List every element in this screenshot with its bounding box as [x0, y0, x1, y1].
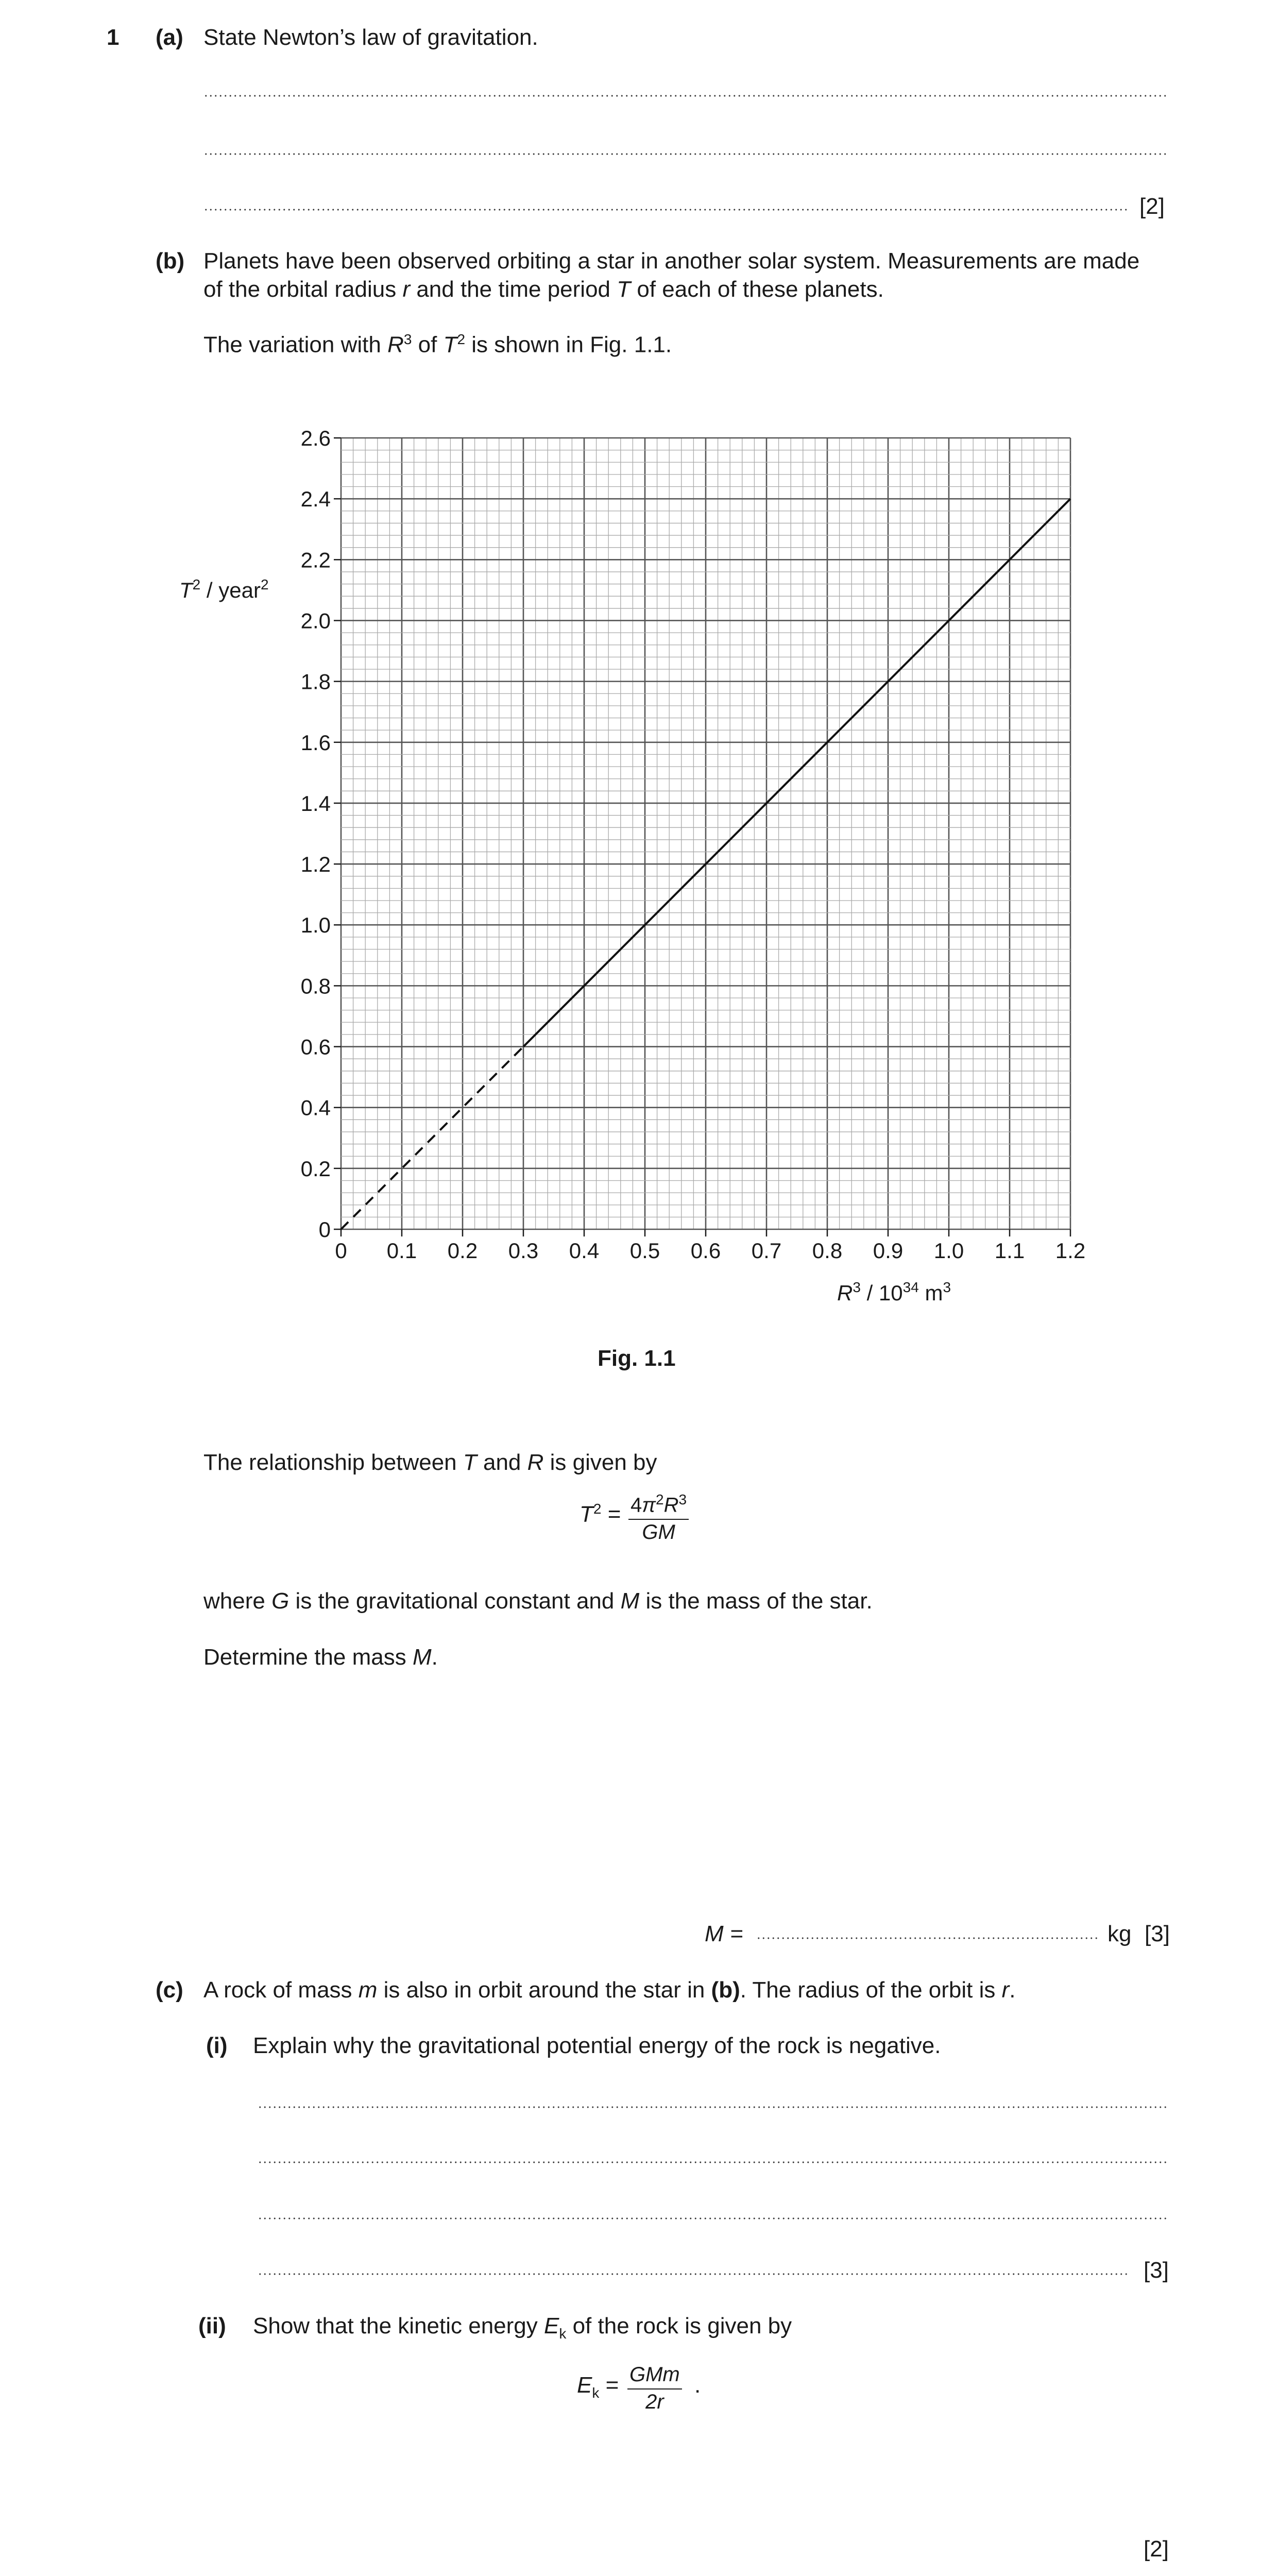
y-tick-label: 2.0 [300, 608, 331, 633]
part-a-label: (a) [156, 25, 183, 50]
y-tick-label: 1.4 [300, 791, 331, 816]
formula-lhs: $T^2$ = [580, 1501, 621, 1527]
figure-caption: Fig. 1.1 [598, 1346, 676, 1371]
ek-formula-period: . [694, 2372, 701, 2398]
relationship-text: The relationship between T and R is given by [203, 1450, 657, 1475]
y-tick-label: 1.8 [300, 669, 331, 694]
x-tick-label: 0.4 [569, 1239, 600, 1263]
ek-formula-numerator: GMm [629, 2363, 680, 2386]
x-tick-label: 0.8 [812, 1239, 843, 1263]
answer-m-unit: kg [1107, 1921, 1132, 1946]
answer-line[interactable] [258, 2106, 1167, 2108]
y-tick-label: 0.2 [300, 1156, 331, 1181]
answer-line[interactable] [258, 2217, 1167, 2219]
answer-line[interactable] [258, 2273, 1128, 2275]
part-c-i-mark: [3] [1144, 2258, 1169, 2283]
best-fit-line [523, 499, 1070, 1046]
x-tick-label: 0.5 [629, 1239, 660, 1263]
formula-numerator: $4\pi^2R^3$ [631, 1492, 687, 1517]
part-b-variation-text: The variation with $R^3$ of $T^2$ is shown in Fig. 1.1. [203, 331, 672, 358]
y-tick-label: 0 [318, 1217, 331, 1242]
part-a-mark: [2] [1139, 194, 1165, 219]
part-c-i-label: (i) [206, 2033, 228, 2058]
part-c-ii-mark: [2] [1144, 2536, 1169, 2562]
x-tick-label: 0.6 [690, 1239, 721, 1263]
y-tick-label: 2.4 [300, 487, 331, 512]
y-tick-label: 1.2 [300, 852, 331, 877]
x-tick-label: 1.1 [994, 1239, 1025, 1263]
y-axis-label: $T^2$ / year$^2$ [179, 577, 269, 602]
answer-m-label: M = [705, 1921, 743, 1946]
x-tick-label: 0 [335, 1239, 347, 1263]
question-number: 1 [107, 25, 120, 50]
determine-text: Determine the mass M. [203, 1645, 438, 1670]
x-tick-label: 0.9 [873, 1239, 904, 1263]
part-b-line-2: of the orbital radius r and the time period T of each of these planets. [203, 277, 884, 302]
x-tick-label: 0.3 [508, 1239, 539, 1263]
x-tick-label: 0.2 [447, 1239, 478, 1263]
x-tick-label: 0.7 [751, 1239, 782, 1263]
part-c-text: A rock of mass m is also in orbit around the star in (b). The radius of the orbit is r. [203, 1977, 1016, 2003]
y-tick-label: 2.6 [300, 426, 331, 450]
part-c-label: (c) [156, 1977, 183, 2003]
y-tick-label: 1.0 [300, 913, 331, 938]
part-b-mark: [3] [1145, 1921, 1170, 1946]
x-tick-label: 0.1 [386, 1239, 417, 1263]
x-axis-label: $R^3 / 10^{34}$ $m^3$ [837, 1279, 951, 1305]
part-b-label: (b) [156, 248, 185, 274]
x-tick-label: 1.2 [1055, 1239, 1086, 1263]
part-c-ii-question: Show that the kinetic energy $E_k$ of the rock is given by [253, 2313, 792, 2342]
part-a-question: State Newton’s law of gravitation. [203, 25, 538, 50]
extrapolated-line-dashed [341, 1047, 523, 1229]
formula-fraction [628, 1492, 689, 1544]
answer-m-field[interactable] [756, 1937, 1097, 1939]
y-tick-label: 2.2 [300, 548, 331, 572]
formula-denominator: GM [642, 1521, 675, 1544]
y-tick-label: 0.8 [300, 974, 331, 998]
where-text: where G is the gravitational constant and M is the mass of the star. [203, 1588, 873, 1614]
ek-formula-fraction [627, 2363, 682, 2414]
y-tick-label: 0.4 [300, 1095, 331, 1120]
answer-line[interactable] [258, 2161, 1167, 2163]
part-c-ii-label: (ii) [198, 2313, 226, 2338]
ek-formula-lhs: $E_k$ = [577, 2372, 619, 2401]
ek-formula-denominator: 2r [645, 2391, 664, 2413]
part-c-i-question: Explain why the gravitational potential energy of the rock is negative. [253, 2033, 941, 2058]
part-b-line-1: Planets have been observed orbiting a star in another solar system. Measurements are made [203, 248, 1140, 274]
y-tick-label: 1.6 [300, 730, 331, 755]
y-tick-label: 0.6 [300, 1035, 331, 1059]
x-tick-label: 1.0 [933, 1239, 964, 1263]
